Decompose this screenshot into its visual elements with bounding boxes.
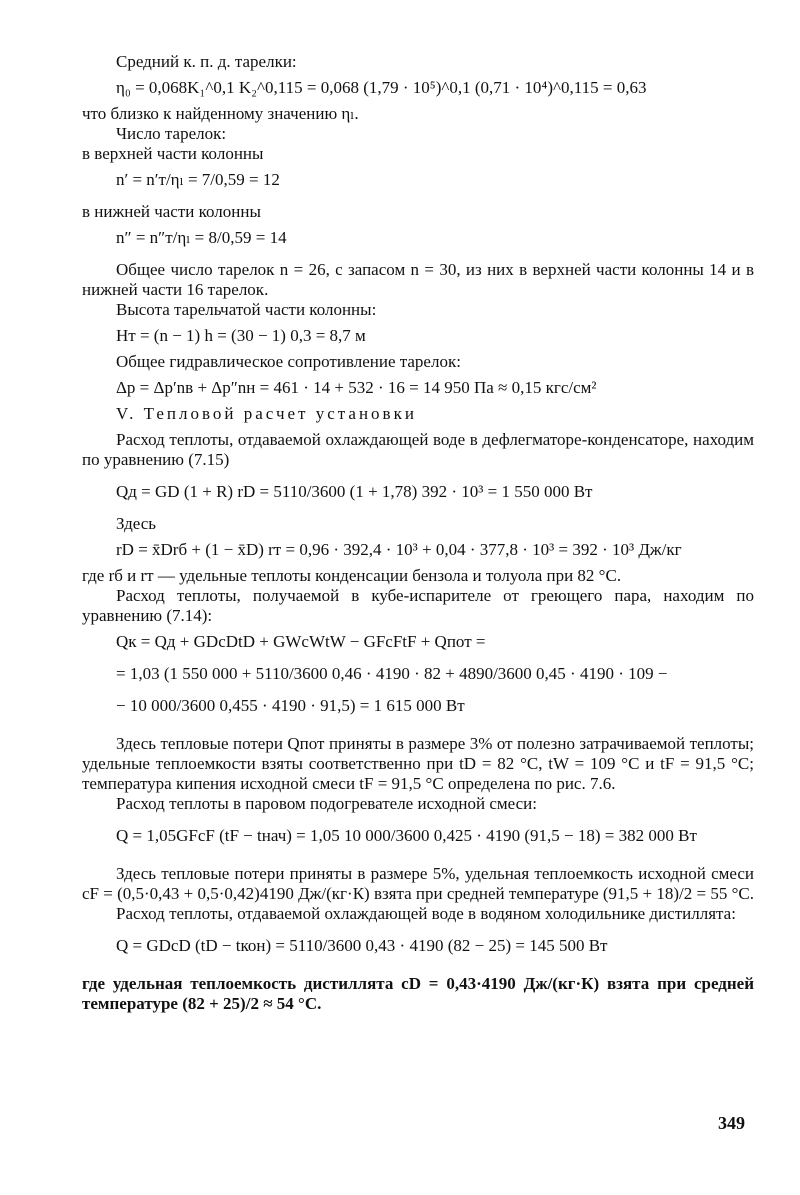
- text-line: Здесь: [116, 514, 157, 533]
- text-line: Средний к. п. д. тарелки:: [116, 52, 297, 71]
- text-line: Высота тарельчатой части колонны:: [116, 300, 377, 319]
- text-line: Число тарелок:: [116, 124, 227, 143]
- text-line: Общее число тарелок n = 26, с запасом n = 30, из них в верхней части колонны 14 и в нижней части 16 тарелок.: [82, 260, 754, 299]
- formula: Q = 1,05GFcF (tF − tнач) = 1,05 10 000/3600 0,425 · 4190 (91,5 − 18) = 382 000 Вт: [116, 826, 697, 845]
- text-line: Расход теплоты, получаемой в кубе-испарителе от греющего пара, находим по уравнению (7.14):: [82, 586, 754, 625]
- text-line: в верхней части колонны: [82, 144, 264, 163]
- formula: η₀ = 0,068K₁^0,1 K₂^0,115 = 0,068 (1,79 · 10⁵)^0,1 (0,71 · 10⁴)^0,115 = 0,63: [116, 78, 647, 97]
- page-number: 349: [718, 1113, 745, 1133]
- text-line: Расход теплоты в паровом подогревателе исходной смеси:: [116, 794, 537, 813]
- formula: n″ = n″т/ηₗ = 8/0,59 = 14: [116, 228, 287, 247]
- text-line: что близко к найденному значению ηₗ.: [82, 104, 359, 123]
- section-heading: V. Тепловой расчет установки: [116, 404, 417, 423]
- text-line: где удельная теплоемкость дистиллята cD = 0,43·4190 Дж/(кг·К) взята при средней температуре (82 + 25)/2 ≈ 54 °C.: [82, 974, 754, 1013]
- text-line: где rб и rт — удельные теплоты конденсации бензола и толуола при 82 °C.: [82, 566, 622, 585]
- text-line: Здесь тепловые потери Qпот приняты в размере 3% от полезно затрачиваемой теплоты; удельные теплоемкости взяты соответственно при tD = 82 °C, tW = 109 °C и tF = 91,5 °C; температура кипения исходной смеси tF = 91,5 °C определена по рис. 7.6.: [82, 734, 754, 793]
- formula: Qд = GD (1 + R) rD = 5110/3600 (1 + 1,78) 392 · 10³ = 1 550 000 Вт: [116, 482, 593, 501]
- formula: − 10 000/3600 0,455 · 4190 · 91,5) = 1 615 000 Вт: [116, 696, 465, 715]
- page-body: [82, 52, 754, 1014]
- formula: Hт = (n − 1) h = (30 − 1) 0,3 = 8,7 м: [116, 326, 366, 345]
- text-line: в нижней части колонны: [82, 202, 261, 221]
- formula: Δp = Δp′nв + Δp″nн = 461 · 14 + 532 · 16 = 14 950 Па ≈ 0,15 кгс/см²: [116, 378, 597, 397]
- formula: rD = x̄Drб + (1 − x̄D) rт = 0,96 · 392,4 · 10³ + 0,04 · 377,8 · 10³ = 392 · 10³ Дж/кг: [116, 540, 682, 559]
- formula: n′ = n′т/ηₗ = 7/0,59 = 12: [116, 170, 280, 189]
- text-line: Здесь тепловые потери приняты в размере 5%, удельная теплоемкость исходной смеси cF = (0,5·0,43 + 0,5·0,42)4190 Дж/(кг·К) взята при средней температуре (91,5 + 18)/2 = 55 °C.: [82, 864, 754, 903]
- text-line: Расход теплоты, отдаваемой охлаждающей воде в водяном холодильнике дистиллята:: [116, 904, 736, 923]
- formula: Qк = Qд + GDcDtD + GWcWtW − GFcFtF + Qпот =: [116, 632, 486, 651]
- text-line: Расход теплоты, отдаваемой охлаждающей воде в дефлегматоре-конденсаторе, находим по уравнению (7.15): [82, 430, 754, 469]
- text-line: Общее гидравлическое сопротивление тарелок:: [116, 352, 461, 371]
- formula: Q = GDcD (tD − tкон) = 5110/3600 0,43 · 4190 (82 − 25) = 145 500 Вт: [116, 936, 608, 955]
- formula: = 1,03 (1 550 000 + 5110/3600 0,46 · 4190 · 82 + 4890/3600 0,45 · 4190 · 109 −: [116, 664, 668, 683]
